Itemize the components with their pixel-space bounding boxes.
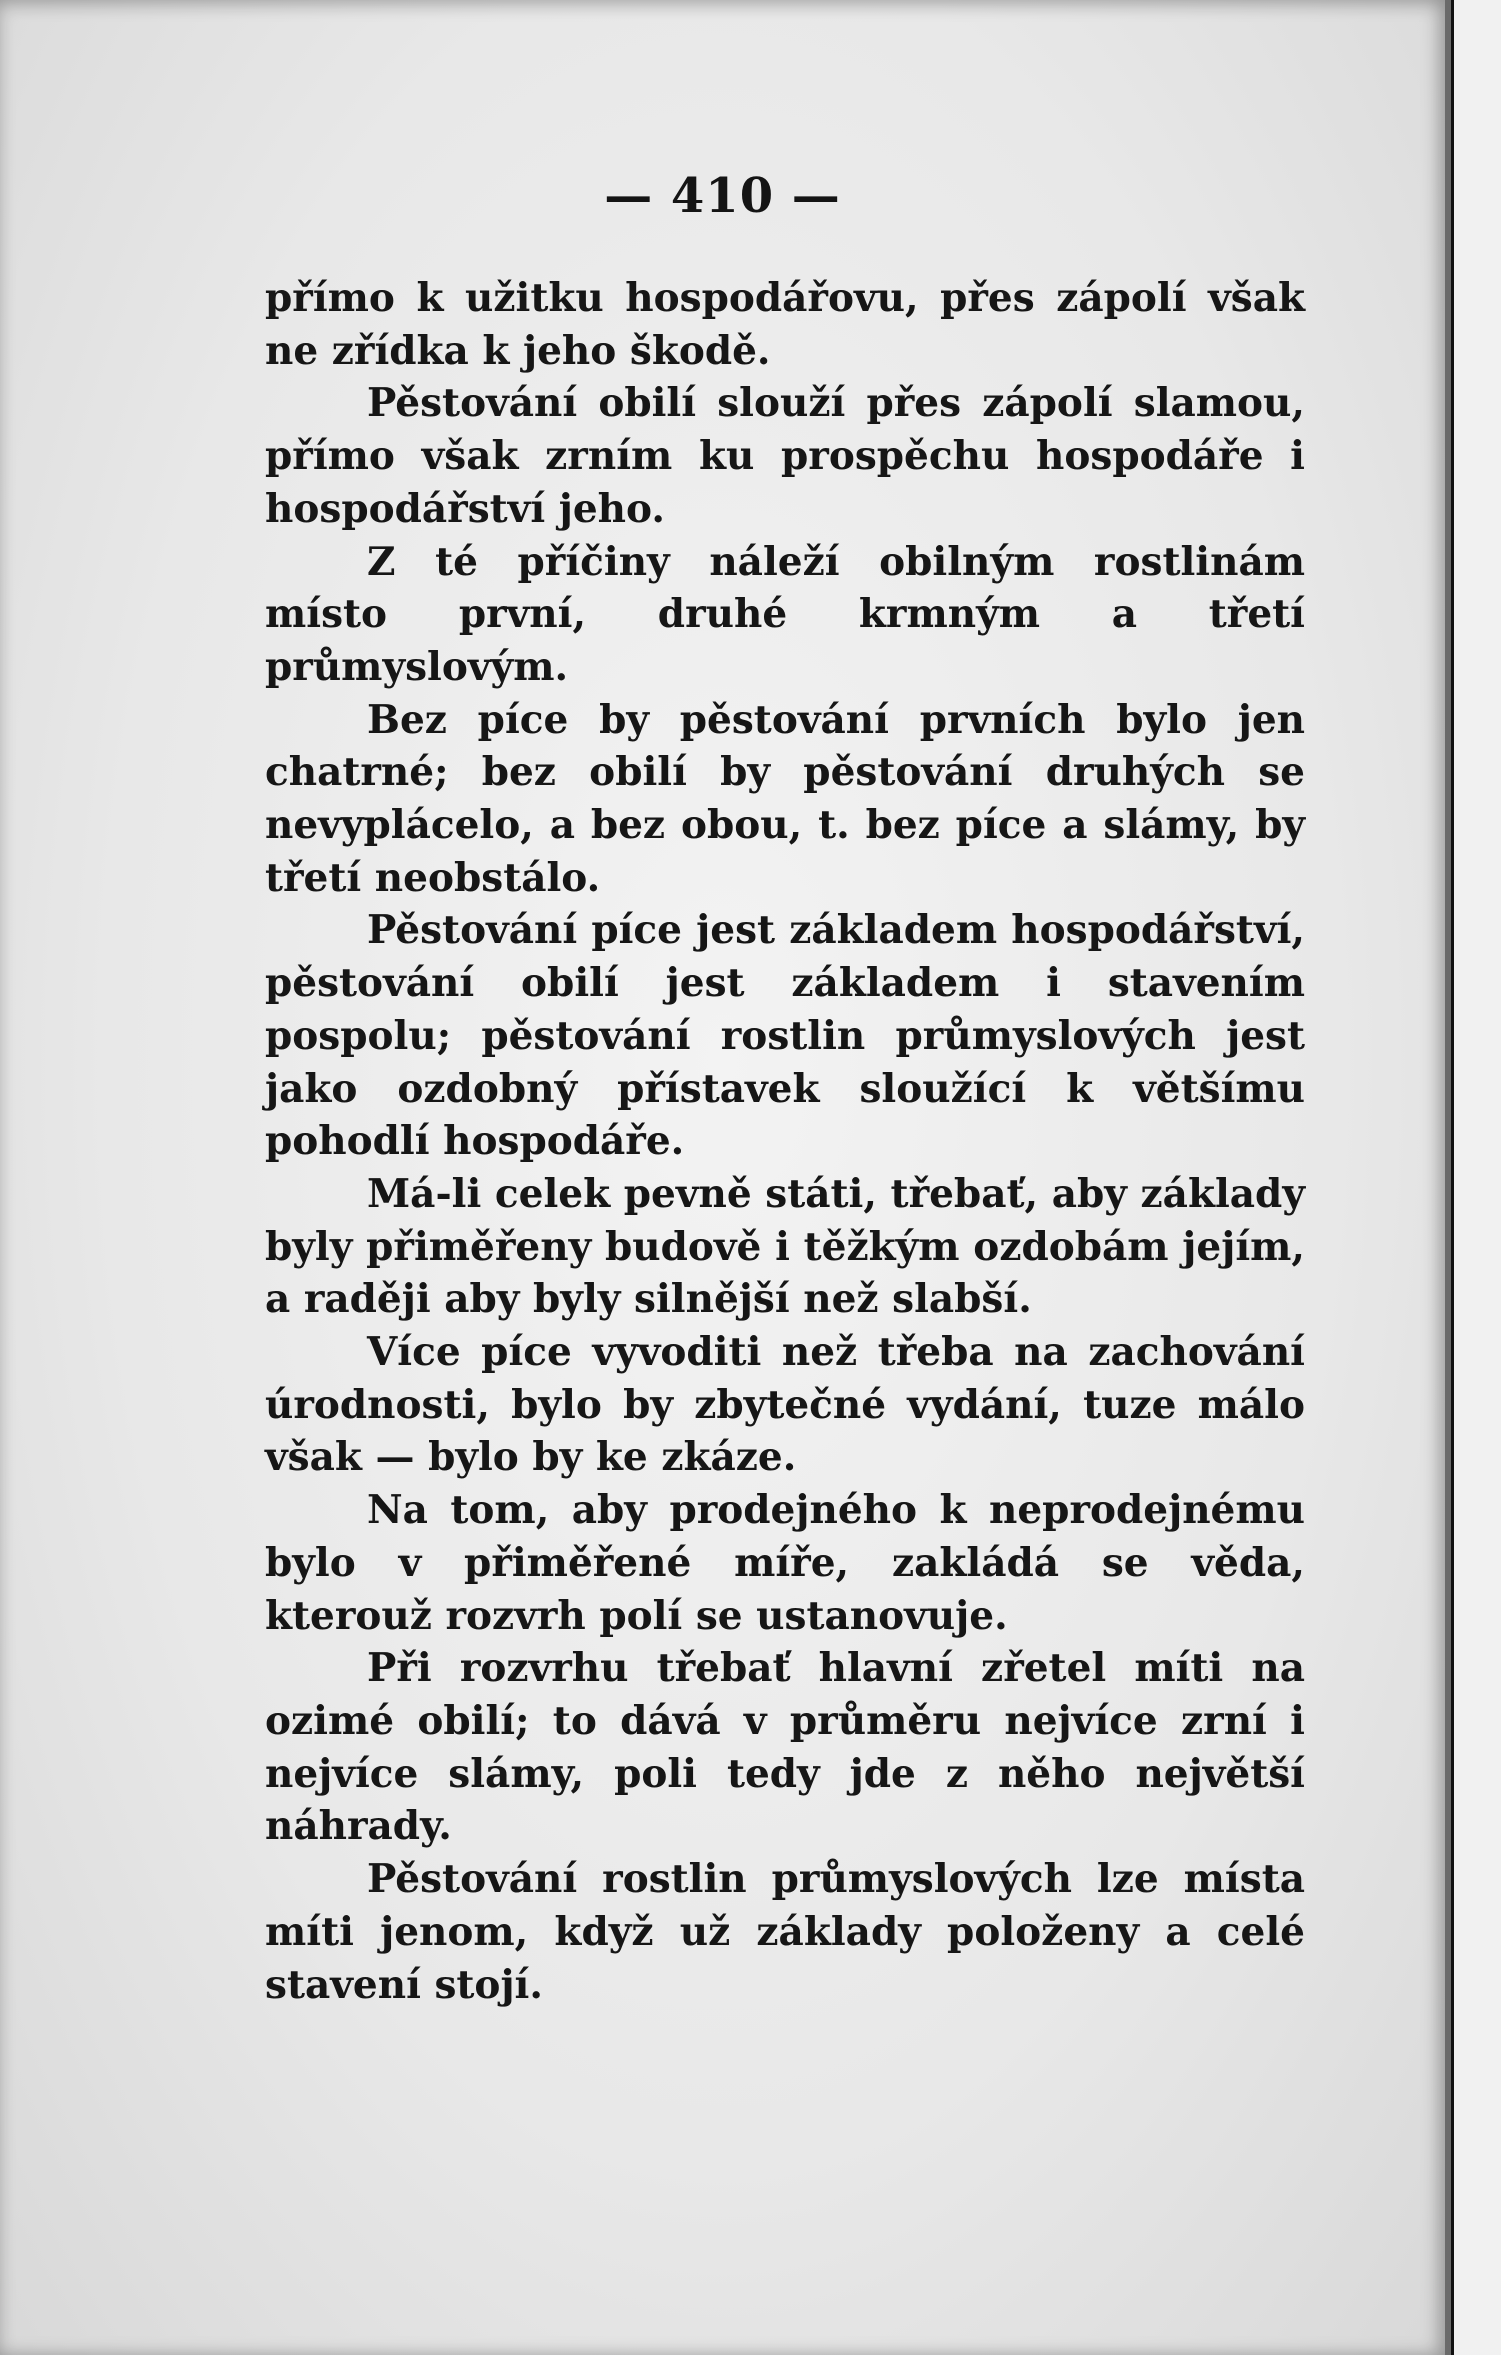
paragraph-2: Pěstování obilí slouží přes zápolí slamou, přímo však zrním ku prospěchu hospodáře i hospodářství jeho.	[265, 380, 1305, 532]
page-number: — 410 —	[604, 168, 841, 224]
paragraph-1: přímo k užitku hospodářovu, přes zápolí však ne zřídka k jeho škodě.	[265, 275, 1305, 374]
paragraph-10: Pěstování rostlin průmyslových lze místa míti jenom, když už základy položeny a celé stavení stojí.	[265, 1856, 1305, 2008]
paragraph-4: Bez píce by pěstování prvních bylo jen chatrné; bez obilí by pěstování druhých se nevyplácelo, a bez obou, t. bez píce a slámy, by třetí neobstálo.	[265, 696, 1305, 901]
paragraph-6: Má-li celek pevně státi, třebať, aby základy byly přiměřeny budově i těžkým ozdobám jejím, a raději aby byly silnější než slabší.	[265, 1170, 1305, 1323]
paragraph-7: Více píce vyvoditi než třeba na zachování úrodnosti, bylo by zbytečné vydání, tuze málo však — bylo by ke zkáze.	[265, 1329, 1305, 1481]
paragraph-3: Z té příčiny náleží obilným rostlinám místo první, druhé krmným a třetí průmyslovým.	[265, 538, 1305, 690]
paragraph-9: Při rozvrhu třebať hlavní zřetel míti na ozimé obilí; to dává v průměru nejvíce zrní i nejvíce slámy, poli tedy jde z něho největší náhrady.	[265, 1645, 1305, 1850]
paragraph-5: Pěstování píce jest základem hospodářství, pěstování obilí jest základem i stavením pospolu; pěstování rostlin průmyslových jest jako ozdobný přístavek sloužící k většímu pohodlí hospodáře.	[265, 907, 1305, 1165]
paragraph-8: Na tom, aby prodejného k neprodejnému bylo v přiměřené míře, zakládá se věda, kterouž rozvrh polí se ustanovuje.	[265, 1487, 1305, 1639]
body-text	[265, 272, 1305, 2011]
next-page-strip	[1451, 0, 1501, 2355]
